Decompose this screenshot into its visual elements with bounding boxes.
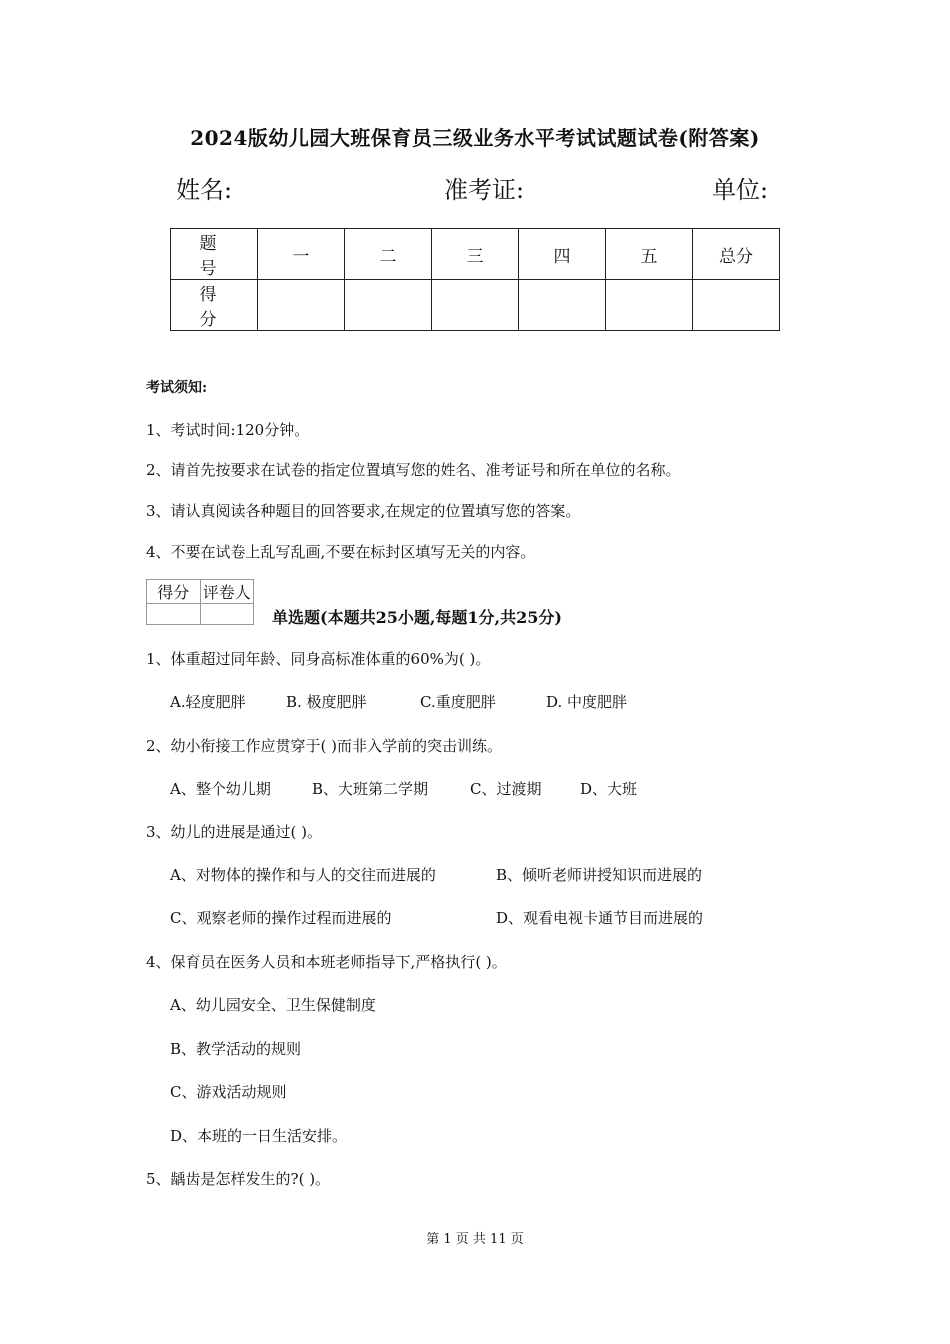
score-table-score-row <box>171 280 780 331</box>
score-cell[interactable] <box>258 280 345 331</box>
grader-box <box>146 579 254 625</box>
score-cell[interactable] <box>606 280 693 331</box>
answer-option: C.重度肥胖 <box>420 693 496 711</box>
question-stem: 5、龋齿是怎样发生的?( )。 <box>146 1170 331 1188</box>
notes-item: 3、请认真阅读各种题目的回答要求,在规定的位置填写您的答案。 <box>146 502 581 520</box>
notes-item: 4、不要在试卷上乱写乱画,不要在标封区填写无关的内容。 <box>146 543 536 561</box>
answer-option: B. 极度肥胖 <box>286 693 367 711</box>
answer-option: C、观察老师的操作过程而进展的 <box>170 909 392 927</box>
page-footer: 第 1 页 共 11 页 <box>426 1232 524 1247</box>
grader-score-label: 得分 <box>147 580 201 604</box>
answer-option: A、整个幼儿期 <box>170 780 271 798</box>
answer-option: B、教学活动的规则 <box>170 1040 302 1058</box>
answer-option: D. 中度肥胖 <box>546 693 628 711</box>
score-cell[interactable] <box>345 280 432 331</box>
score-row-label: 得 分 <box>171 280 258 331</box>
grader-name-cell[interactable] <box>200 604 254 625</box>
score-table <box>170 228 780 331</box>
grader-name-label: 评卷人 <box>200 580 254 604</box>
unit-field-label: 单位: <box>712 176 769 204</box>
score-cell[interactable] <box>519 280 606 331</box>
score-table-header-cell: 四 <box>519 229 606 280</box>
score-cell[interactable] <box>432 280 519 331</box>
score-table-header-row <box>171 229 780 280</box>
page-title: 2024版幼儿园大班保育员三级业务水平考试试题试卷(附答案) <box>190 126 760 150</box>
answer-option: B、大班第二学期 <box>312 780 429 798</box>
score-cell[interactable] <box>693 280 780 331</box>
question-stem: 3、幼儿的进展是通过( )。 <box>146 823 323 841</box>
notes-item: 1、考试时间:120分钟。 <box>146 421 310 439</box>
answer-option: B、倾听老师讲授知识而进展的 <box>496 866 703 884</box>
answer-option: A.轻度肥胖 <box>170 693 246 711</box>
answer-option: D、大班 <box>580 780 638 798</box>
notes-item: 2、请首先按要求在试卷的指定位置填写您的姓名、准考证号和所在单位的名称。 <box>146 461 681 479</box>
section-title: 单选题(本题共25小题,每题1分,共25分) <box>272 608 562 627</box>
score-table-header-cell: 总分 <box>693 229 780 280</box>
answer-option: A、幼儿园安全、卫生保健制度 <box>170 996 376 1014</box>
question-stem: 2、幼小衔接工作应贯穿于( )而非入学前的突击训练。 <box>146 737 503 755</box>
score-table-header-cell: 二 <box>345 229 432 280</box>
score-table-header-cell: 三 <box>432 229 519 280</box>
question-stem: 1、体重超过同年龄、同身高标准体重的60%为( )。 <box>146 650 491 668</box>
question-stem: 4、保育员在医务人员和本班老师指导下,严格执行( )。 <box>146 953 507 971</box>
score-table-header-cell: 一 <box>258 229 345 280</box>
answer-option: C、过渡期 <box>470 780 542 798</box>
answer-option: D、本班的一日生活安排。 <box>170 1127 348 1145</box>
answer-option: A、对物体的操作和与人的交往而进展的 <box>170 866 436 884</box>
notes-title: 考试须知: <box>146 380 208 396</box>
score-table-header-cell: 五 <box>606 229 693 280</box>
score-table-header-cell: 题 号 <box>171 229 258 280</box>
answer-option: D、观看电视卡通节目而进展的 <box>496 909 704 927</box>
grader-score-cell[interactable] <box>147 604 201 625</box>
name-field-label: 姓名: <box>176 176 233 204</box>
exam-number-field-label: 准考证: <box>444 176 525 204</box>
answer-option: C、游戏活动规则 <box>170 1083 287 1101</box>
